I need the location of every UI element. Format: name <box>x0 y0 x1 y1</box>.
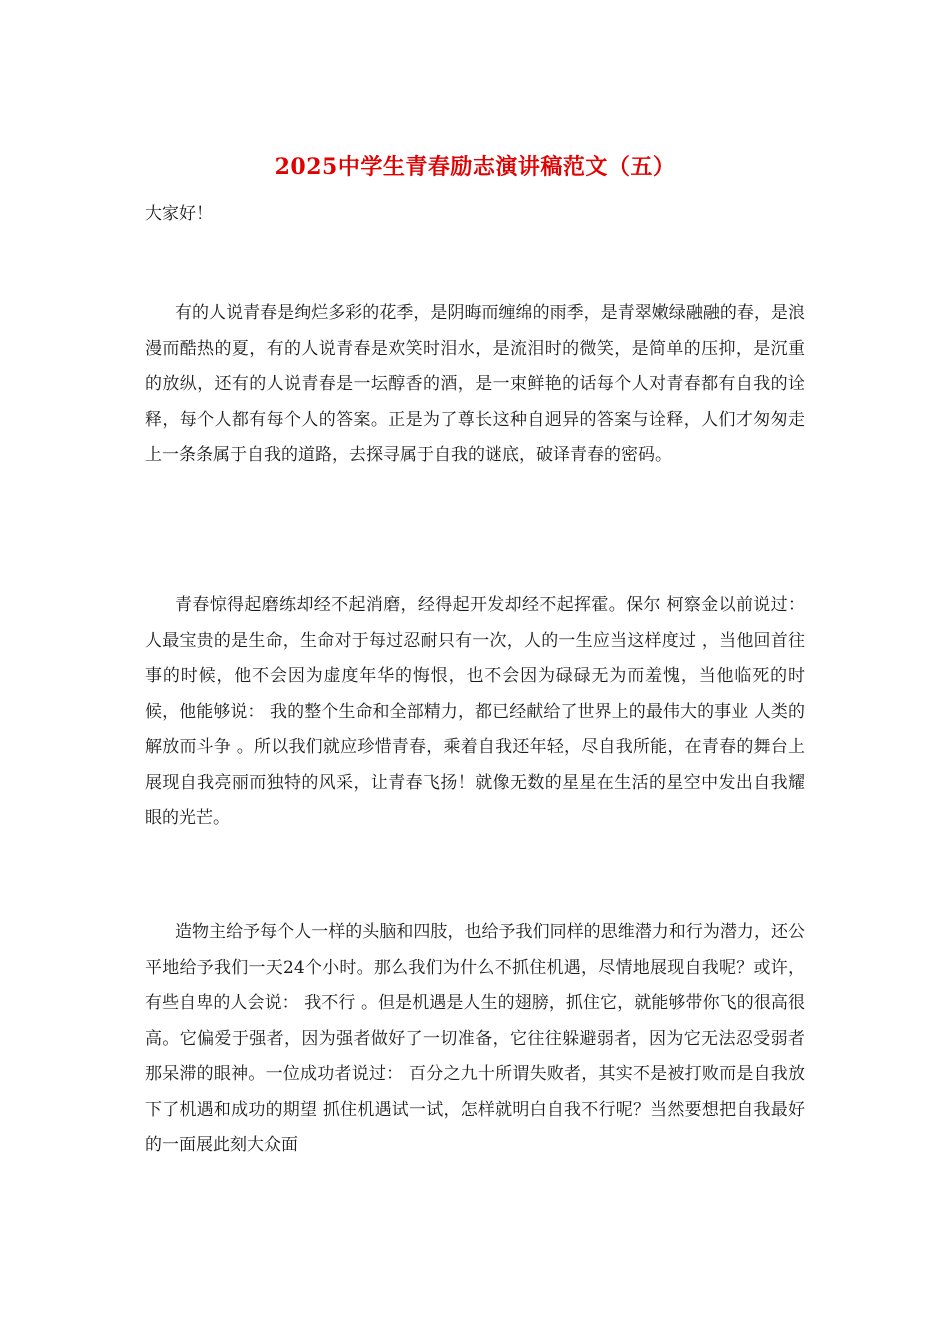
document-title: 2025中学生青春励志演讲稿范文（五） <box>274 154 676 180</box>
paragraph-2: 青春惊得起磨练却经不起消磨，经得起开发却经不起挥霍。保尔 柯察金以前说过： 人最宝贵的是生命，生命对于每过忍耐只有一次，人的一生应当这样度过 ，当他回首往事的时候，他不会因为虚度年华的悔恨，也不会因为碌碌无为而羞愧，当他临死的时候，他能够说： 我的整个生命和全部精力，都已经献给了世界上的最伟大的事业 人类的解放而斗争 。所以我们就应珍惜青春，乘着自我还年轻，尽自我所能，在青春的舞台上展现自我亮丽而独特的风采，让青春飞扬！就像无数的星星在生活的星空中发出自我耀眼的光芒。 <box>145 595 805 828</box>
greeting-text: 大家好！ <box>145 204 213 224</box>
paragraph-1: 有的人说青春是绚烂多彩的花季，是阴晦而缠绵的雨季，是青翠嫩绿融融的春，是浪漫而酷热的夏，有的人说青春是欢笑时泪水，是流泪时的微笑，是简单的压抑，是沉重的放纵，还有的人说青春是一坛醇香的酒，是一束鲜艳的话每个人对青春都有自我的诠释，每个人都有每个人的答案。正是为了尊长这种自迥异的答案与诠释，人们才匆匆走上一条条属于自我的道路，去探寻属于自我的谜底，破译青春的密码。 <box>145 303 805 465</box>
paragraph-3: 造物主给予每个人一样的头脑和四肢，也给予我们同样的思维潜力和行为潜力，还公平地给予我们一天24个小时。那么我们为什么不抓住机遇，尽情地展现自我呢？或许，有些自卑的人会说： 我不行 。但是机遇是人生的翅膀，抓住它，就能够带你飞的很高很高。它偏爱于强者，因为强者做好了一切准备，它往往躲避弱者，因为它无法忍受弱者那呆滞的眼神。一位成功者说过： 百分之九十所谓失败者，其实不是被打败而是自我放下了机遇和成功的期望 抓住机遇试一试，怎样就明白自我不行呢？当然要想把自我最好的一面展此刻大众面 <box>145 922 805 1155</box>
